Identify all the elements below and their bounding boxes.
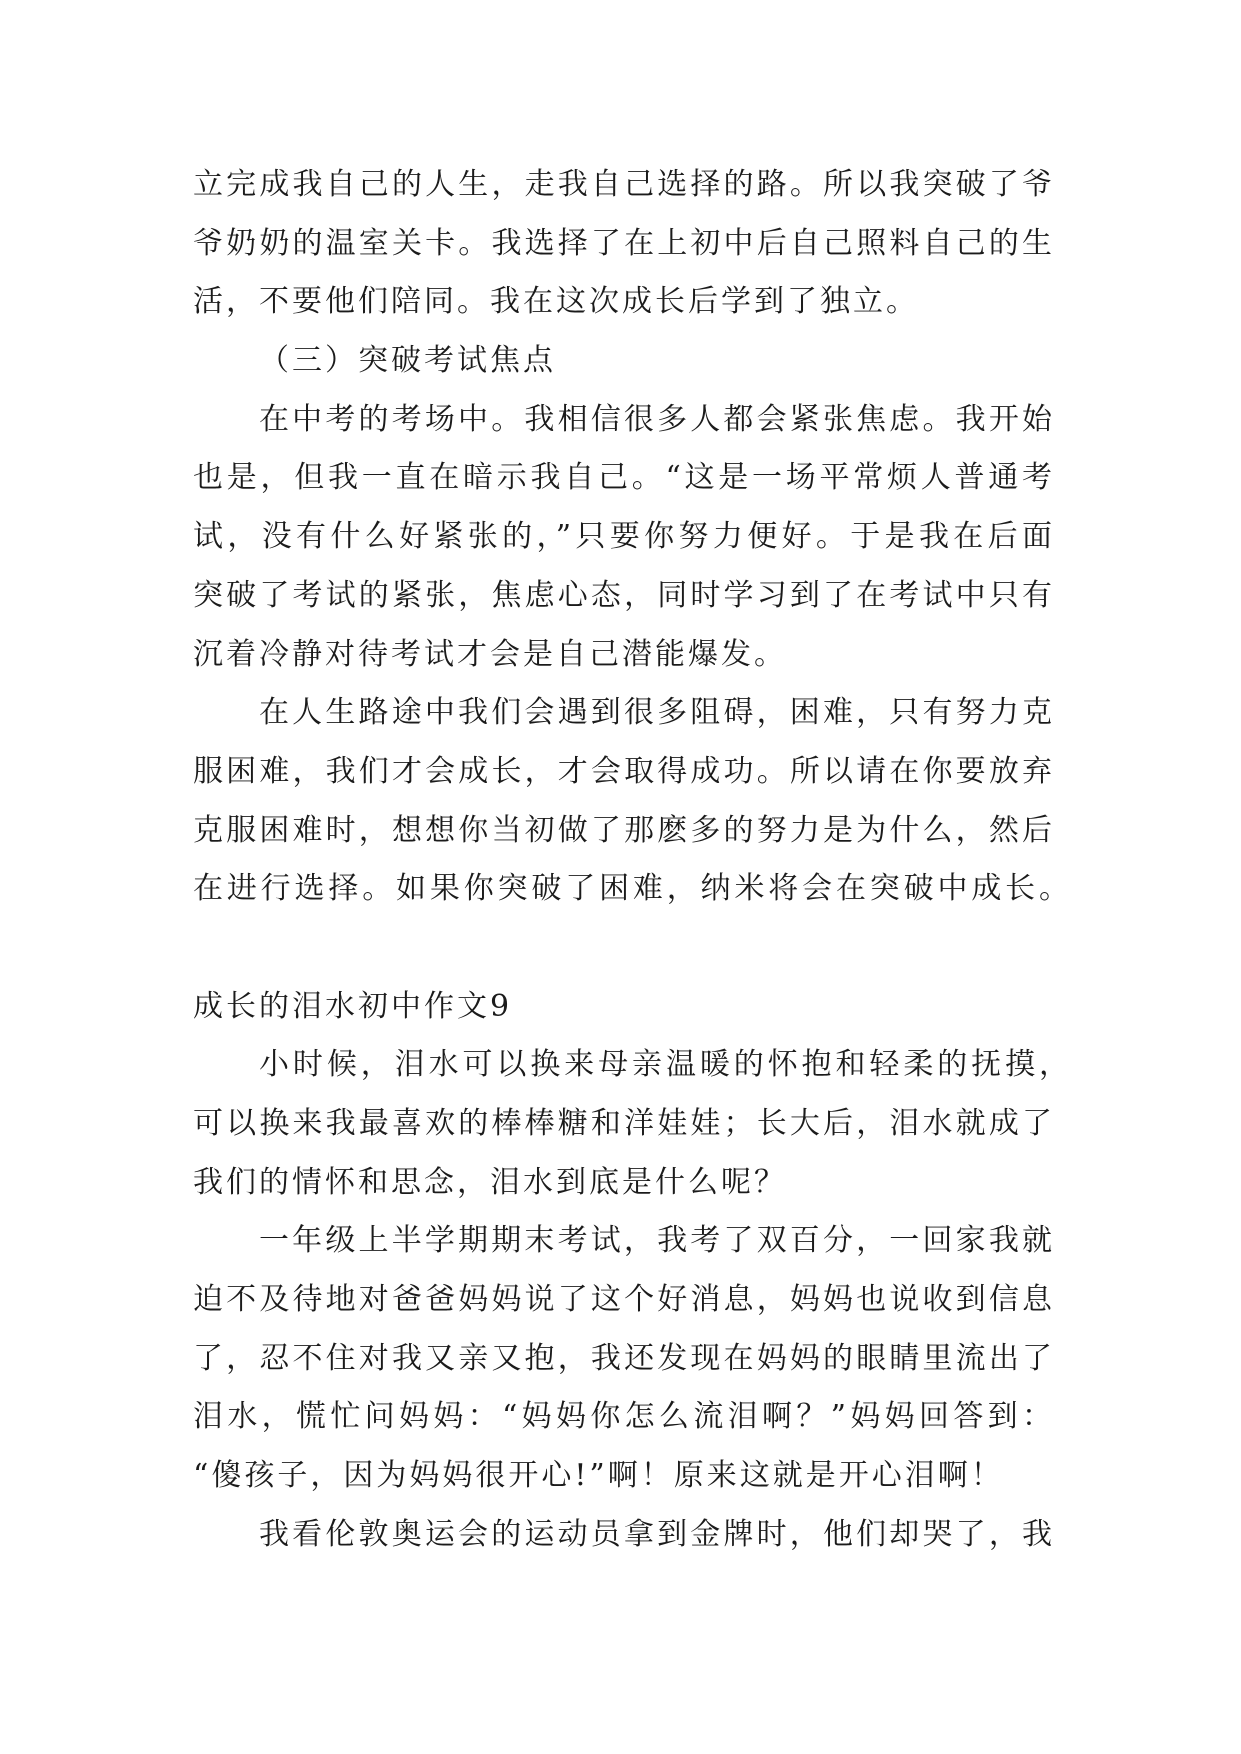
section-heading: （三）突破考试焦点 [259,343,556,379]
text-line: 我看伦敦奥运会的运动员拿到金牌时，他们却哭了，我 [259,1516,1055,1552]
paragraph [193,1506,1073,1565]
text-line: 服困难，我们才会成长，才会取得成功。所以请在你要放弃 [193,753,1055,789]
text-line: 在中考的考场中。我相信很多人都会紧张焦虑。我开始 [259,401,1055,437]
text-line: 爷奶奶的温室关卡。我选择了在上初中后自己照料自己的生 [193,225,1055,261]
text-line: 我们的情怀和思念，泪水到底是什么呢？ [193,1164,787,1200]
text-line: 可以换来我最喜欢的棒棒糖和洋娃娃；长大后，泪水就成了 [193,1106,1055,1141]
document-body [193,156,1073,1565]
essay-title: 成长的泪水初中作文9 [193,988,513,1024]
paragraph [193,684,1073,919]
paragraph [193,156,1073,332]
text-line: 一年级上半学期期末考试，我考了双百分，一回家我就 [259,1223,1055,1259]
text-line: 活，不要他们陪同。我在这次成长后学到了独立。 [193,284,919,320]
text-line: 沉着冷静对待考试才会是自己潜能爆发。 [193,636,787,672]
paragraph [193,1212,1073,1505]
text-line: “傻孩子，因为妈妈很开心!”啊！原来这就是开心泪啊！ [193,1458,1004,1494]
text-line: 小时候，泪水可以换来母亲温暖的怀抱和轻柔的抚摸， [259,1047,1072,1083]
text-line: 迫不及待地对爸爸妈妈说了这个好消息，妈妈也说收到信息 [193,1282,1055,1318]
text-line: 在人生路途中我们会遇到很多阻碍，困难，只有努力克 [259,695,1055,731]
text-line: 立完成我自己的人生，走我自己选择的路。所以我突破了爷 [193,167,1055,202]
blank-line [193,919,1073,978]
text-line: 也是，但我一直在暗示我自己。“这是一场平常烦人普通考 [193,460,1055,496]
text-line: 克服困难时，想想你当初做了那麽多的努力是为什么，然后 [193,812,1055,848]
text-line: 试，没有什么好紧张的，”只要你努力便好。于是我在后面 [193,519,1055,555]
text-line: 泪水，慌忙问妈妈：“妈妈你怎么流泪啊？”妈妈回答到： [193,1399,1055,1435]
text-line: 突破了考试的紧张，焦虑心态，同时学习到了在考试中只有 [193,577,1055,613]
text-line: 了，忍不住对我又亲又抱，我还发现在妈妈的眼睛里流出了 [193,1340,1055,1376]
text-line: 在进行选择。如果你突破了困难，纳米将会在突破中成长。 [193,871,1072,907]
paragraph [193,391,1073,684]
paragraph [193,1036,1073,1212]
